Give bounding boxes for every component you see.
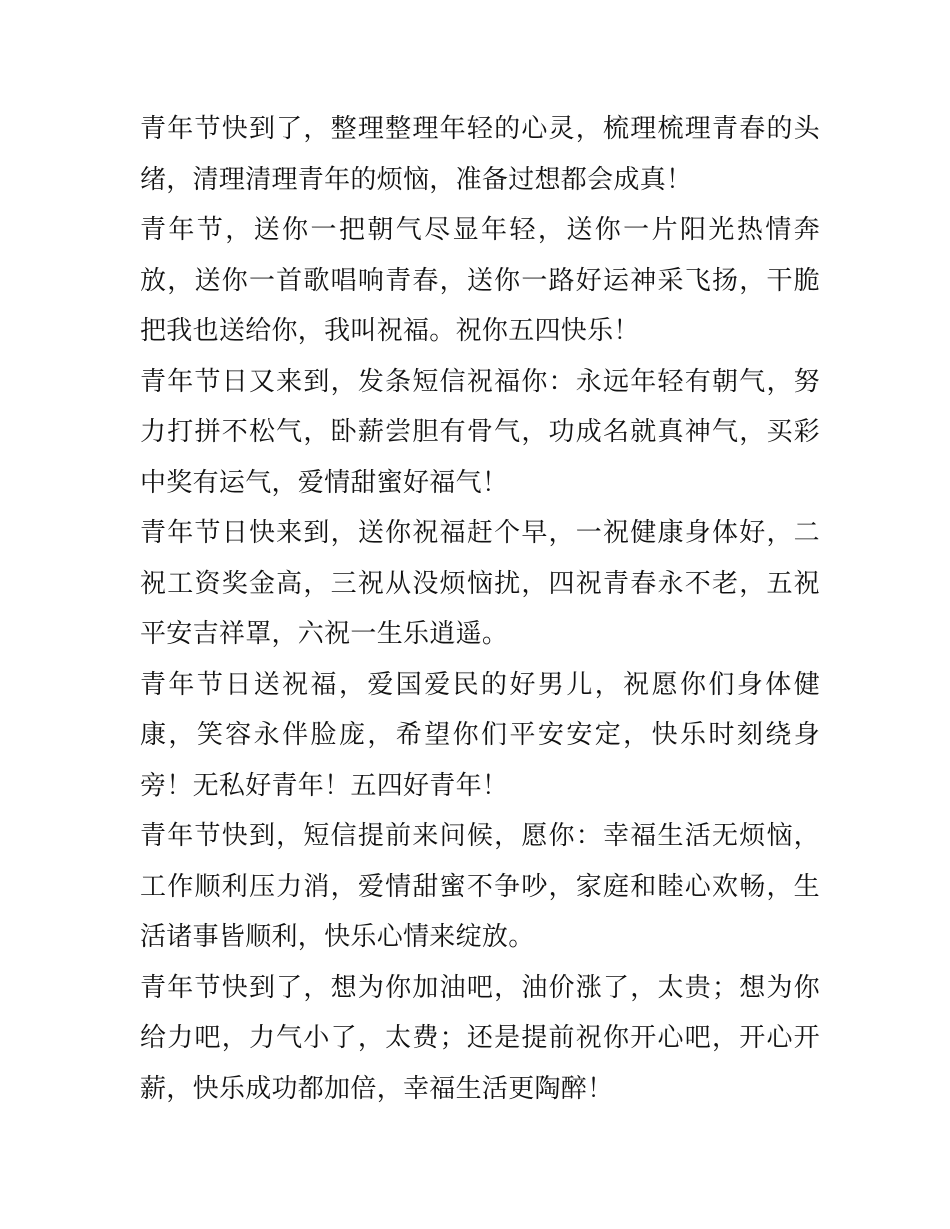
paragraph-1: 青年节快到了，整理整理年轻的心灵，梳理梳理青春的头绪，清理清理青年的烦恼，准备过想都会成真！ (140, 114, 820, 195)
paragraph-4: 青年节日快来到，送你祝福赶个早，一祝健康身体好，二祝工资奖金高，三祝从没烦恼扰，四祝青春永不老，五祝平安吉祥罩，六祝一生乐逍遥。 (140, 518, 820, 649)
paragraph-2: 青年节，送你一把朝气尽显年轻，送你一片阳光热情奔放，送你一首歌唱响青春，送你一路好运神采飞扬，干脆把我也送给你，我叫祝福。祝你五四快乐！ (140, 215, 820, 346)
paragraph-6: 青年节快到，短信提前来问候，愿你：幸福生活无烦恼，工作顺利压力消，爱情甜蜜不争吵，家庭和睦心欢畅，生活诸事皆顺利，快乐心情来绽放。 (140, 821, 820, 952)
paragraph-5: 青年节日送祝福，爱国爱民的好男儿，祝愿你们身体健康，笑容永伴脸庞，希望你们平安安定，快乐时刻绕身旁！无私好青年！五四好青年！ (140, 669, 820, 801)
paragraph-7: 青年节快到了，想为你加油吧，油价涨了，太贵；想为你给力吧，力气小了，太费；还是提前祝你开心吧，开心开薪，快乐成功都加倍，幸福生活更陶醉！ (140, 972, 820, 1104)
document-body (140, 104, 820, 1114)
paragraph-3: 青年节日又来到，发条短信祝福你：永远年轻有朝气，努力打拼不松气，卧薪尝胆有骨气，功成名就真神气，买彩中奖有运气，爱情甜蜜好福气！ (140, 366, 820, 498)
